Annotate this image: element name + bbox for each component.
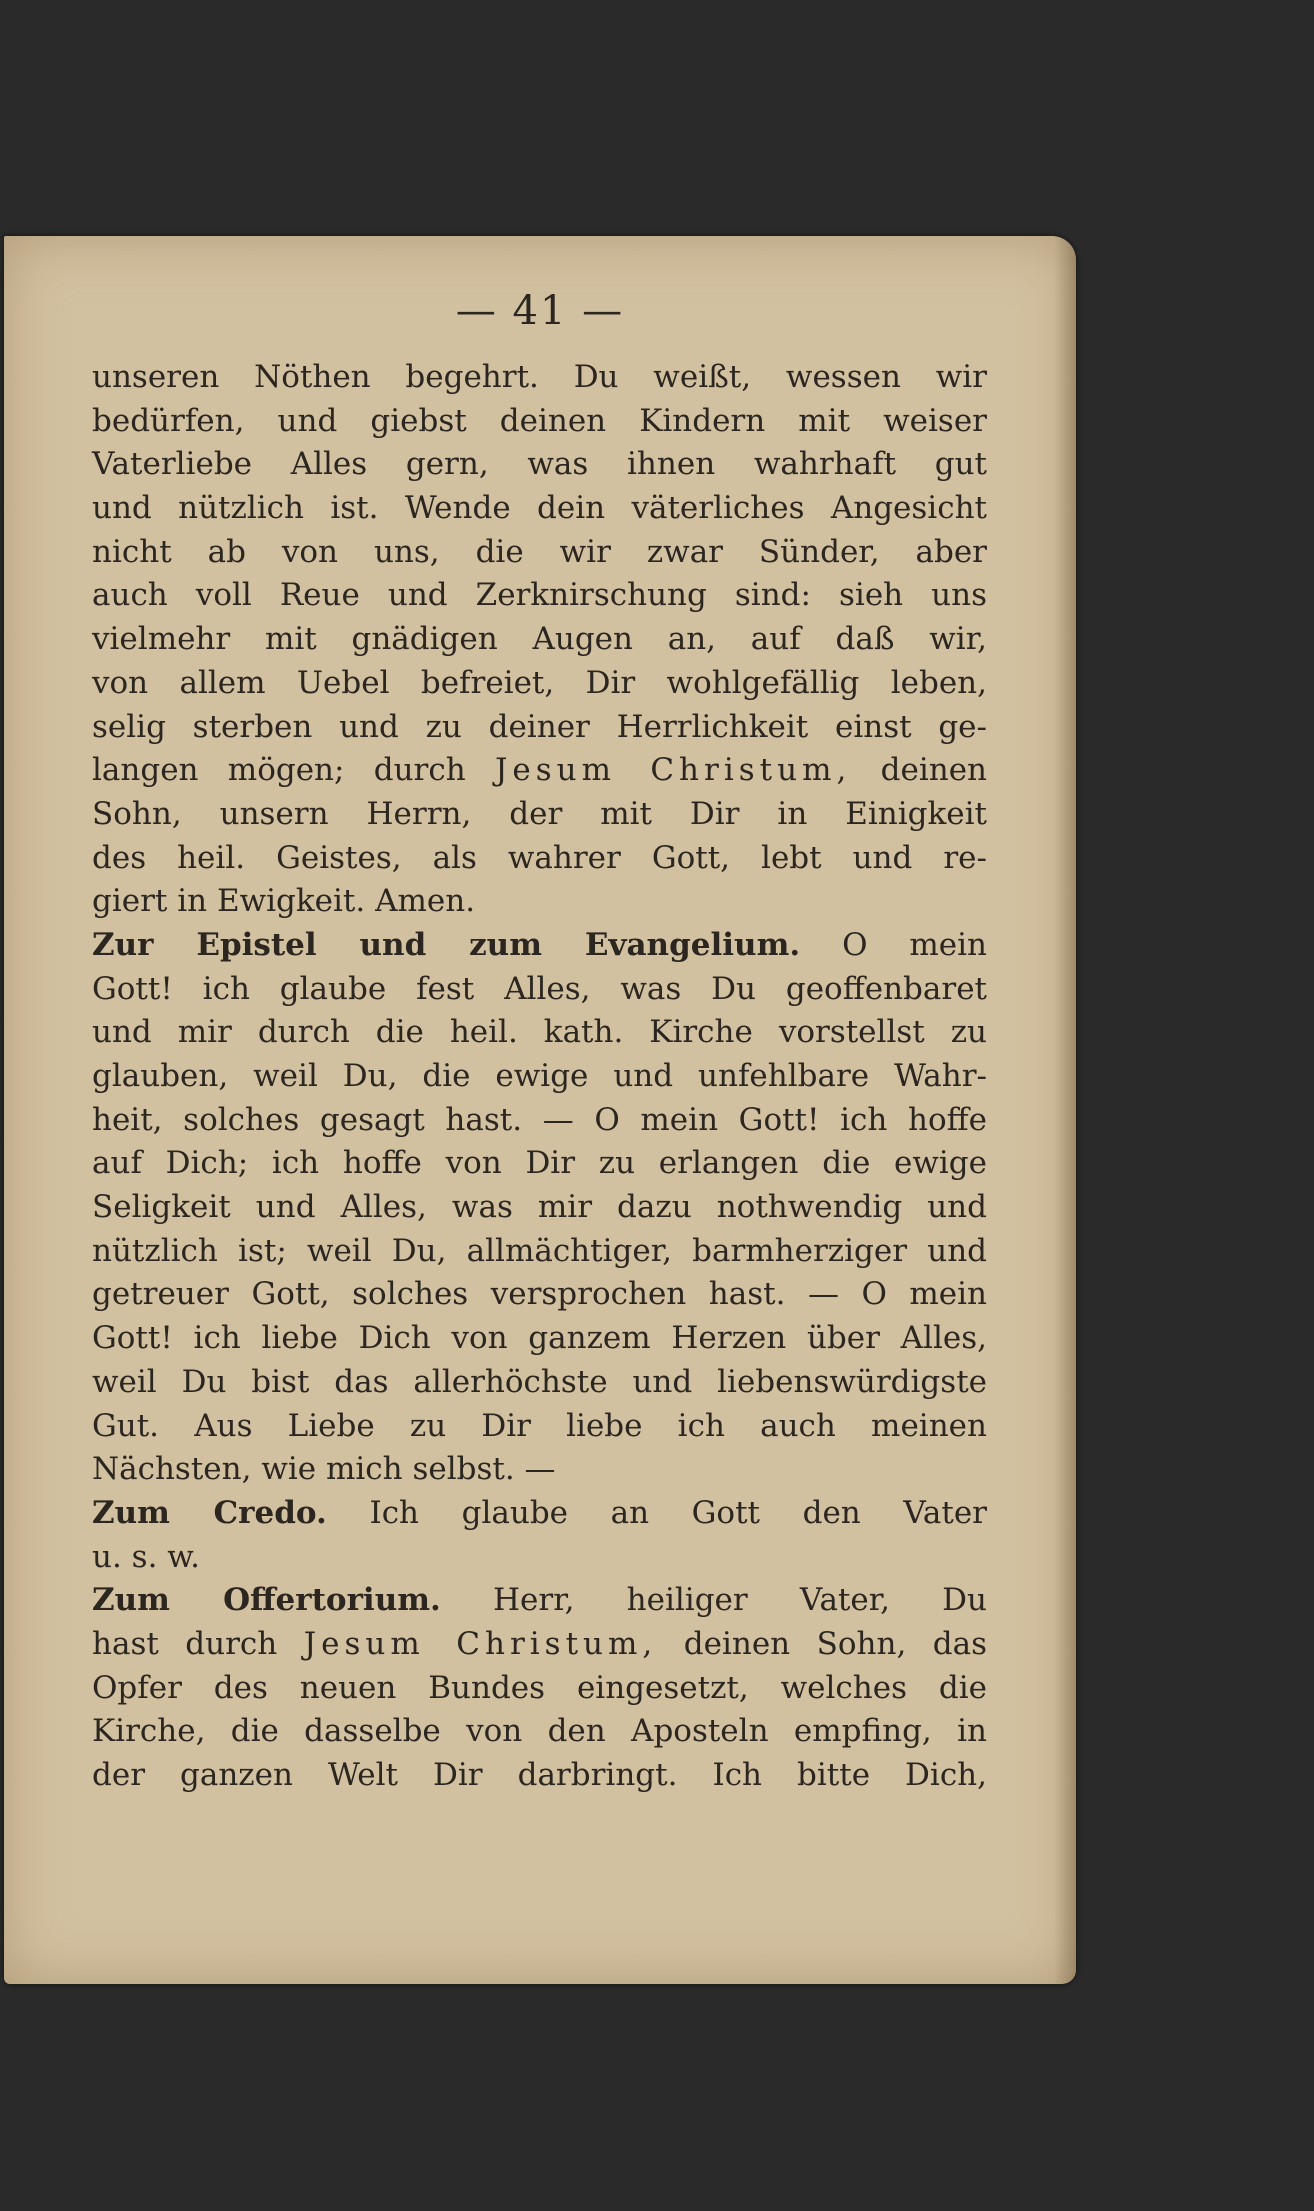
text-line [92, 924, 987, 968]
text-segment: Herr, heiliger Vater, Du [493, 1582, 987, 1619]
text-line: nicht ab von uns, die wir zwar Sünder, aber [92, 533, 987, 570]
text-line: vielmehr mit gnädigen Augen an, auf daß wir, [92, 621, 987, 658]
section-heading-offertory: Zum Offertorium. [92, 1582, 441, 1619]
text-line: und nützlich ist. Wende dein väterliches Angesicht [92, 490, 987, 527]
text-line: des heil. Geistes, als wahrer Gott, lebt und re- [92, 839, 987, 876]
spaced-name: Jesum Christum, [303, 1625, 658, 1662]
body-text [92, 356, 987, 1798]
text-line: heit, solches gesagt hast. — O mein Gott! ich hoffe [92, 1101, 987, 1138]
text-line: Nächsten, wie mich selbst. — [92, 1451, 556, 1488]
section-heading-credo: Zum Credo. [92, 1494, 327, 1531]
text-line [92, 1492, 987, 1536]
spaced-name: Jesum Christum, [495, 752, 852, 789]
text-line: giert in Ewigkeit. Amen. [92, 883, 476, 920]
text-line: Seligkeit und Alles, was mir dazu nothwendig und [92, 1189, 987, 1226]
text-line: der ganzen Welt Dir darbringt. Ich bitte Dich, [92, 1757, 987, 1793]
text-line: Opfer des neuen Bundes eingesetzt, welches die [92, 1669, 987, 1706]
text-line: nützlich ist; weil Du, allmächtiger, barmherziger und [92, 1232, 987, 1269]
text-line: auch voll Reue und Zerknirschung sind: sieh uns [92, 577, 987, 614]
text-line: weil Du bist das allerhöchste und liebenswürdigste [92, 1363, 987, 1400]
page-edge-shadow [1054, 236, 1076, 1984]
text-line: Gott! ich liebe Dich von ganzem Herzen über Alles, [92, 1320, 987, 1357]
text-line: unseren Nöthen begehrt. Du weißt, wessen wir [92, 359, 987, 395]
text-line: selig sterben und zu deiner Herrlichkeit einst ge- [92, 708, 987, 745]
text-line: Kirche, die dasselbe von den Aposteln empfing, in [92, 1713, 987, 1750]
text-line: auf Dich; ich hoffe von Dir zu erlangen die ewige [92, 1145, 987, 1182]
text-line: und mir durch die heil. kath. Kirche vorstellst zu [92, 1014, 987, 1051]
text-segment: langen mögen; durch [92, 752, 466, 789]
text-segment: hast durch [92, 1625, 278, 1662]
text-line [92, 1623, 987, 1667]
text-line: Gott! ich glaube fest Alles, was Du geoffenbaret [92, 970, 987, 1007]
text-segment: deinen Sohn, das [683, 1625, 988, 1662]
text-segment: deinen [880, 752, 988, 789]
section-heading-epistle: Zur Epistel und zum Evangelium. [92, 926, 801, 963]
text-line: glauben, weil Du, die ewige und unfehlbare Wahr- [92, 1058, 987, 1094]
text-segment: O mein [842, 926, 987, 963]
text-line: Sohn, unsern Herrn, der mit Dir in Einigkeit [92, 795, 987, 832]
text-line: getreuer Gott, solches versprochen hast. — O mein [92, 1276, 987, 1313]
text-line: u. s. w. [92, 1538, 201, 1575]
text-line: von allem Uebel befreiet, Dir wohlgefällig leben, [92, 664, 987, 701]
text-line: bedürfen, und giebst deinen Kindern mit weiser [92, 402, 987, 439]
text-line [92, 1579, 987, 1623]
book-page [4, 236, 1076, 1984]
page-number: — 41 — [455, 288, 625, 334]
text-line: Vaterliebe Alles gern, was ihnen wahrhaft gut [92, 446, 987, 483]
text-line [92, 749, 987, 793]
text-segment: Ich glaube an Gott den Vater [369, 1494, 987, 1531]
text-line: Gut. Aus Liebe zu Dir liebe ich auch meinen [92, 1407, 987, 1444]
